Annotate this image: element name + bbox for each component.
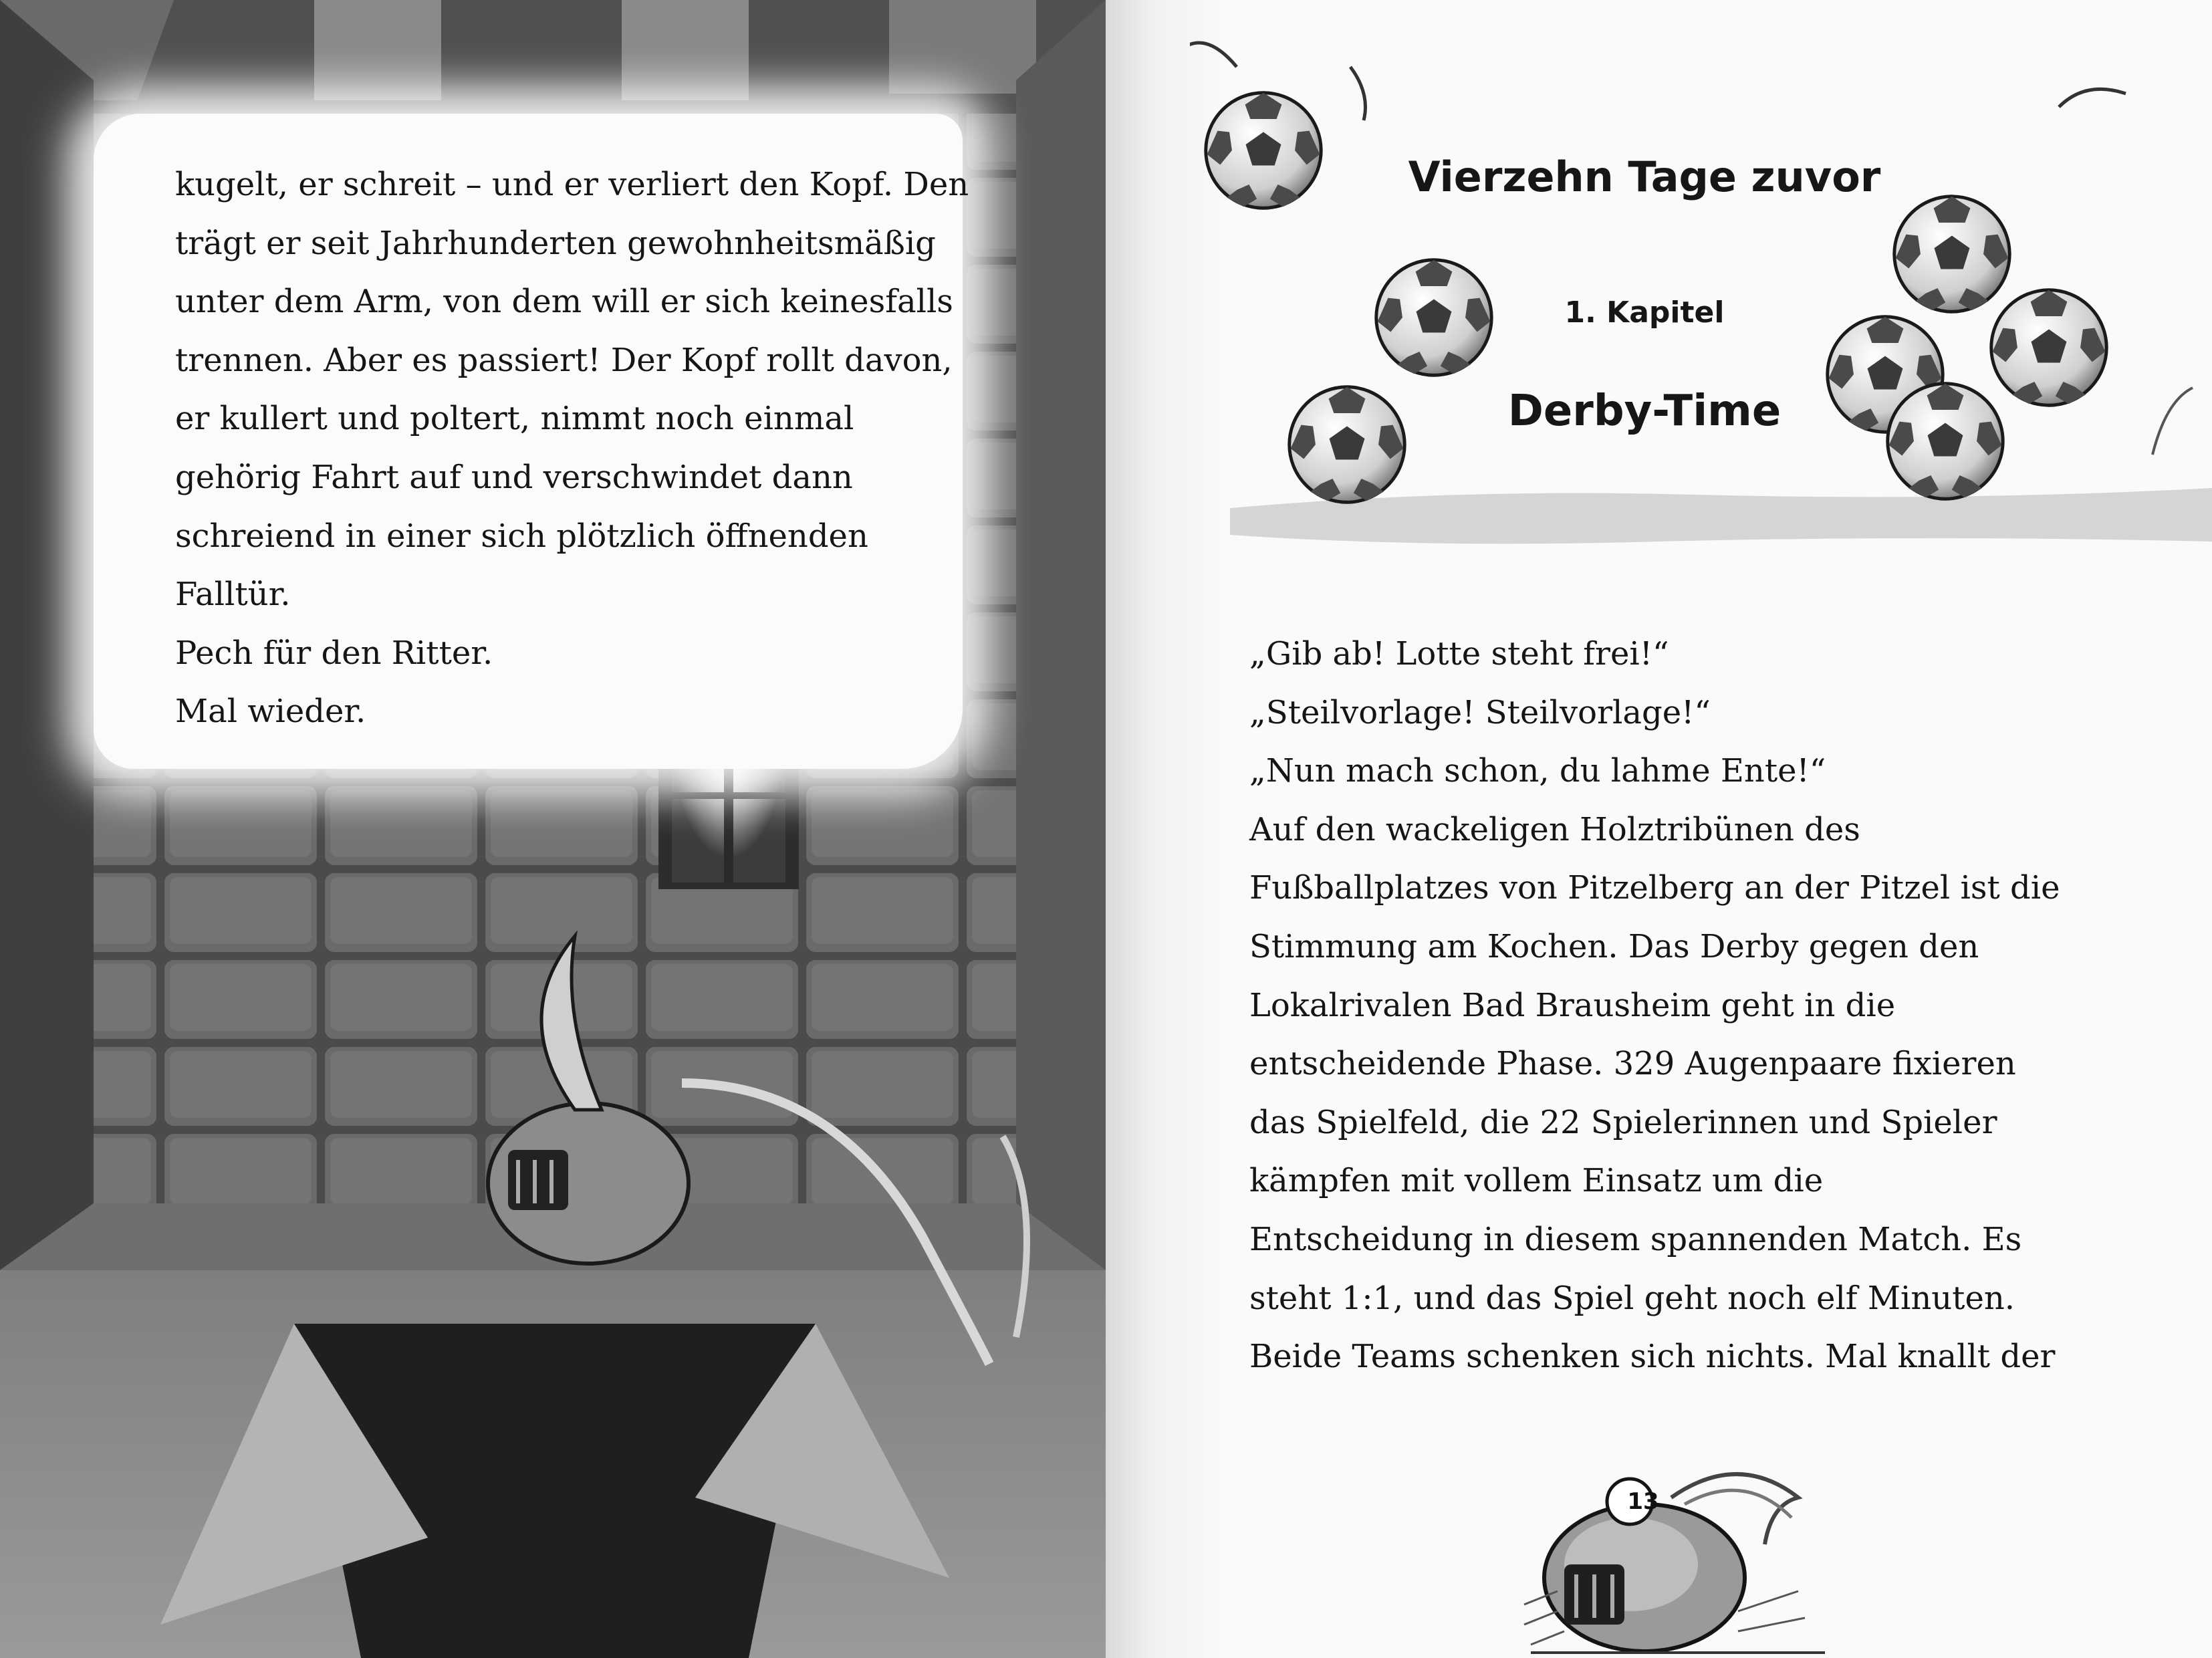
text-line: Auf den wackeligen Holztribünen des bbox=[1249, 810, 1860, 848]
text-line: Falltür. bbox=[175, 576, 291, 614]
text-line: Lokalrivalen Bad Brausheim geht in die bbox=[1249, 986, 1896, 1024]
text-line: „Nun mach schon, du lahme Ente!“ bbox=[1249, 752, 1826, 790]
text-line: Entscheidung in diesem spannenden Match. Es bbox=[1249, 1220, 2022, 1258]
text-line: trägt er seit Jahrhunderten gewohnheitsmäßig bbox=[175, 224, 936, 262]
text-line: unter dem Arm, von dem will er sich keinesfalls bbox=[175, 283, 953, 321]
chapter-timeframe: Vierzehn Tage zuvor bbox=[1408, 152, 1881, 201]
text-line: Beide Teams schenken sich nichts. Mal knallt der bbox=[1249, 1338, 2056, 1376]
text-line: kugelt, er schreit – und er verliert den Kopf. Den bbox=[175, 166, 969, 203]
page-number: 13 bbox=[1627, 1488, 1659, 1515]
text-line: trennen. Aber es passiert! Der Kopf rollt davon, bbox=[175, 341, 953, 379]
text-line: er kullert und poltert, nimmt noch einmal bbox=[175, 400, 854, 438]
text-line: „Steilvorlage! Steilvorlage!“ bbox=[1249, 693, 1711, 731]
text-line: kämpfen mit vollem Einsatz um die bbox=[1249, 1162, 1824, 1200]
text-line: gehörig Fahrt auf und verschwindet dann bbox=[175, 458, 853, 496]
right-page-text bbox=[1249, 625, 2060, 1387]
text-line: Mal wieder. bbox=[175, 693, 366, 731]
text-line: Fußballplatzes von Pitzelberg an der Pitzel ist die bbox=[1249, 869, 2060, 907]
chapter-title: Derby-Time bbox=[1507, 386, 1781, 436]
text-line: das Spielfeld, die 22 Spielerinnen und Spieler bbox=[1249, 1103, 1997, 1141]
left-page-text bbox=[175, 156, 969, 741]
text-line: Stimmung am Kochen. Das Derby gegen den bbox=[1249, 927, 1979, 965]
soccer-balls-illustration bbox=[1190, 27, 2212, 562]
text-line: entscheidende Phase. 329 Augenpaare fixieren bbox=[1249, 1045, 2016, 1083]
knight-helmet-icon bbox=[1517, 1437, 1838, 1658]
text-line: Pech für den Ritter. bbox=[175, 634, 493, 672]
chapter-number: 1. Kapitel bbox=[1564, 295, 1725, 330]
text-line: steht 1:1, und das Spiel geht noch elf Minuten. bbox=[1249, 1279, 2015, 1317]
text-line: schreiend in einer sich plötzlich öffnenden bbox=[175, 517, 868, 555]
text-line: „Gib ab! Lotte steht frei!“ bbox=[1249, 635, 1669, 673]
